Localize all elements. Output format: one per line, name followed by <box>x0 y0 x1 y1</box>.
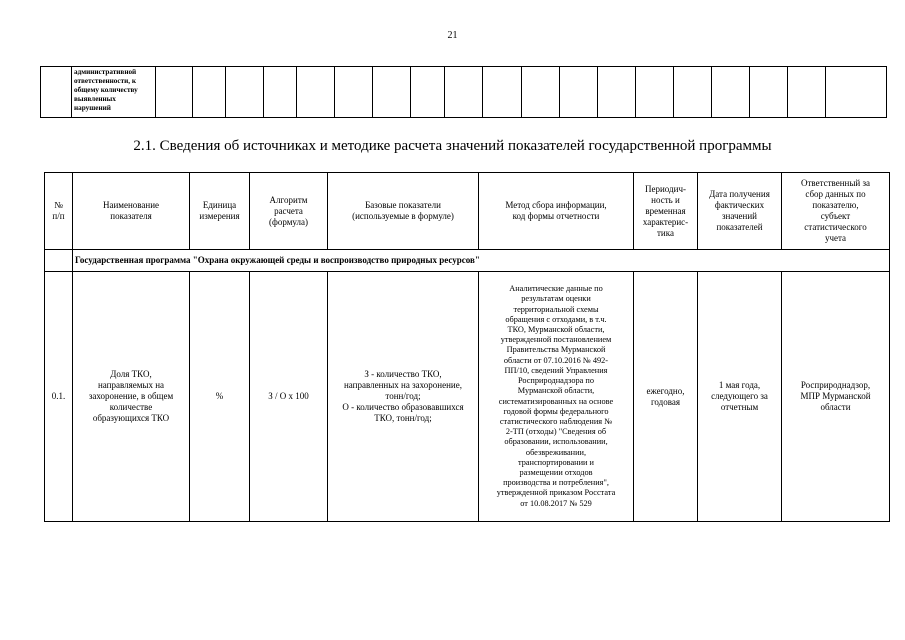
fragment-cell <box>674 67 712 118</box>
cell-line: утвержденной постановлением <box>500 335 612 345</box>
fragment-cell <box>826 67 887 118</box>
header-line: расчета <box>274 205 303 216</box>
cell-line: З - количество ТКО, <box>364 369 442 379</box>
header-method <box>479 173 634 250</box>
header-line: показателю, <box>812 200 859 210</box>
header-line: № <box>54 200 63 210</box>
header-line: (используемые в формуле) <box>352 211 454 221</box>
cell-responsible <box>782 272 890 522</box>
program-row <box>45 250 890 272</box>
cell-line: ПП/10, сведений Управления <box>504 365 608 375</box>
cell-line: годовой формы федерального <box>503 406 609 416</box>
cell-line: области от 07.10.2016 № 492- <box>503 355 609 365</box>
cell-line: размещении отходов <box>519 467 593 477</box>
fragment-cell <box>193 67 226 118</box>
cell-line: области <box>820 402 851 412</box>
fragment-cell <box>522 67 560 118</box>
header-line: Базовые показатели <box>365 200 441 210</box>
header-line: (формула) <box>269 216 308 227</box>
header-line: учета <box>824 233 847 243</box>
cell-line: транспортировании и <box>518 457 594 467</box>
fragment-line: выявленных <box>74 94 116 103</box>
table-row <box>45 272 890 522</box>
fragment-cell <box>41 67 72 118</box>
cell-line: систематизированных на основе <box>498 396 614 406</box>
header-line: показателя <box>110 211 152 221</box>
header-date <box>698 173 782 250</box>
cell-line: Правительства Мурманской <box>506 345 606 355</box>
cell-line: образовании, использовании, <box>504 437 608 447</box>
header-line: субъект <box>820 211 851 221</box>
cell-algorithm: З / О х 100 <box>250 272 328 522</box>
cell-line: результатам оценки <box>521 294 591 304</box>
fragment-cell <box>297 67 335 118</box>
header-period <box>634 173 698 250</box>
header-line: Периодич- <box>645 183 686 194</box>
header-name <box>73 173 190 250</box>
header-line: Единица <box>202 200 237 210</box>
cell-line: ТКО, Мурманской области, <box>507 325 605 335</box>
header-line: значений <box>722 211 757 221</box>
header-line: код формы отчетности <box>512 211 600 221</box>
page-number: 21 <box>447 30 458 41</box>
cell-line: Мурманской области, <box>517 386 595 396</box>
header-line: измерения <box>199 211 240 221</box>
header-base <box>328 173 479 250</box>
cell-line: отчетным <box>720 402 759 412</box>
cell-line: производства и потребления", <box>503 478 609 488</box>
cell-period <box>634 272 698 522</box>
header-line: сбор данных по <box>805 189 866 199</box>
header-line: временная <box>645 205 686 216</box>
previous-table-fragment <box>40 66 887 118</box>
header-line: Дата получения <box>709 189 770 199</box>
header-line: фактических <box>714 200 765 210</box>
cell-unit: % <box>190 272 250 522</box>
fragment-cell <box>373 67 411 118</box>
cell-line: обезвреживании, <box>525 447 587 457</box>
cell-line: МПР Мурманской <box>800 391 871 401</box>
fragment-cell <box>411 67 445 118</box>
header-responsible <box>782 173 890 250</box>
header-algorithm <box>250 173 328 250</box>
header-line: Наименование <box>102 200 160 210</box>
cell-line: захоронение, в общем <box>88 391 174 401</box>
cell-line: образующихся ТКО <box>92 413 170 423</box>
fragment-cell <box>560 67 598 118</box>
cell-line: ТКО, тонн/год; <box>374 413 432 423</box>
program-row-num <box>45 250 73 272</box>
fragment-cell <box>712 67 750 118</box>
fragment-cell <box>335 67 373 118</box>
header-line: Ответственный за <box>800 178 871 188</box>
fragment-cell <box>264 67 297 118</box>
cell-line: Росприроднадзора по <box>517 376 595 386</box>
fragment-line: общему количеству <box>74 85 138 94</box>
header-num <box>45 173 73 250</box>
cell-line: направленных на захоронение, <box>343 380 462 390</box>
cell-line: обращения с отходами, в т.ч. <box>505 314 607 324</box>
cell-line: Росприроднадзор, <box>800 380 871 390</box>
header-line: статистического <box>804 222 867 232</box>
cell-line: Доля ТКО, <box>110 369 152 379</box>
fragment-cell <box>483 67 522 118</box>
fragment-cell <box>156 67 193 118</box>
cell-line: от 10.08.2017 № 529 <box>520 498 592 508</box>
cell-line: ежегодно, <box>646 385 685 396</box>
header-unit <box>190 173 250 250</box>
header-line: п/п <box>52 211 65 221</box>
fragment-indicator-name <box>72 67 156 118</box>
cell-method <box>479 272 634 522</box>
cell-line: тонн/год; <box>385 391 421 401</box>
header-row <box>45 173 890 250</box>
cell-num: 0.1. <box>45 272 73 522</box>
cell-line: Аналитические данные по <box>509 284 603 294</box>
indicators-table <box>44 172 890 522</box>
fragment-cell <box>788 67 826 118</box>
fragment-line: нарушений <box>74 103 111 112</box>
cell-line: количестве <box>109 402 153 412</box>
cell-line: следующего за <box>711 391 768 401</box>
cell-line: О - количество образовавшихся <box>342 402 464 412</box>
cell-line: 1 мая года, <box>718 380 761 390</box>
cell-date <box>698 272 782 522</box>
section-title: 2.1. Сведения об источниках и методике расчета значений показателей государственной программы <box>133 138 772 154</box>
cell-line: годовая <box>650 396 681 407</box>
header-line: тика <box>657 227 674 238</box>
cell-line: 2-ТП (отходы) "Сведения об <box>505 427 607 437</box>
fragment-cell <box>445 67 483 118</box>
cell-name <box>73 272 190 522</box>
cell-line: направляемых на <box>97 380 165 390</box>
cell-base <box>328 272 479 522</box>
header-line: характерис- <box>642 216 689 227</box>
fragment-cell <box>750 67 788 118</box>
cell-line: утвержденной приказом Росстата <box>496 488 616 498</box>
header-line: Метод сбора информации, <box>505 200 607 210</box>
fragment-cell <box>636 67 674 118</box>
cell-line: статистического наблюдения № <box>499 416 613 426</box>
fragment-cell <box>598 67 636 118</box>
header-line: Алгоритм <box>269 194 308 205</box>
header-line: показателей <box>716 222 763 232</box>
fragment-cell <box>226 67 264 118</box>
program-title: Государственная программа "Охрана окружающей среды и воспроизводство природных ресурсов" <box>73 250 890 272</box>
fragment-line: административной <box>74 68 137 76</box>
header-line: ность и <box>651 194 680 205</box>
cell-line: территориальной схемы <box>513 304 599 314</box>
fragment-line: ответственности, к <box>74 76 136 85</box>
